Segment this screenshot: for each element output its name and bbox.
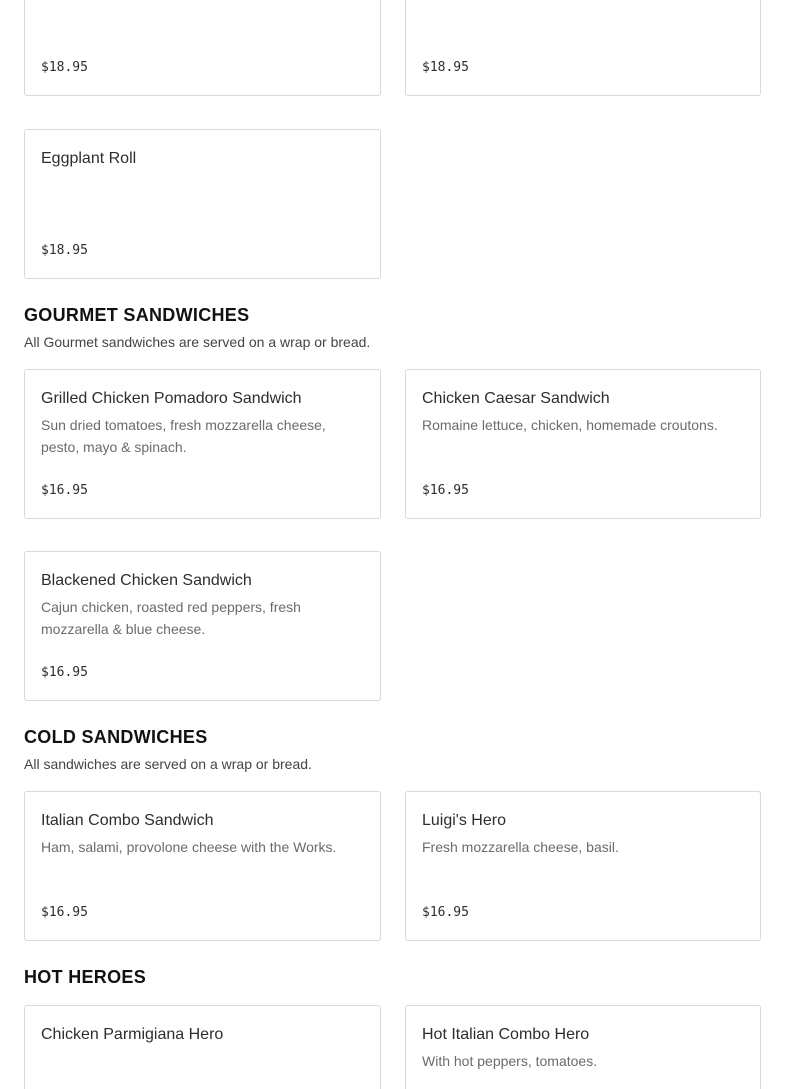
item-description: Cajun chicken, roasted red peppers, fresh mozzarella & blue cheese.	[41, 599, 301, 637]
menu-item-card-blackened-chicken[interactable]	[24, 551, 381, 701]
item-description: Romaine lettuce, chicken, homemade croutons.	[422, 417, 718, 433]
section-title-gourmet-sandwiches: GOURMET SANDWICHES	[24, 305, 250, 325]
section-title-hot-heroes: HOT HEROES	[24, 967, 147, 987]
menu-item-card[interactable]	[405, 0, 761, 96]
item-name: Eggplant Roll	[41, 150, 137, 167]
item-name: Chicken Caesar Sandwich	[422, 390, 610, 407]
item-price: $18.95	[41, 243, 88, 258]
item-price: $18.95	[41, 60, 88, 75]
item-price: $16.95	[41, 665, 88, 680]
item-description: Fresh mozzarella cheese, basil.	[422, 839, 619, 855]
section-note-cold: All sandwiches are served on a wrap or bread.	[24, 756, 312, 772]
item-name: Grilled Chicken Pomadoro Sandwich	[41, 390, 302, 407]
section-note-gourmet: All Gourmet sandwiches are served on a wrap or bread.	[24, 334, 371, 350]
menu-item-card-eggplant-roll[interactable]	[24, 129, 381, 279]
item-price: $16.95	[41, 483, 88, 498]
item-price: $16.95	[41, 905, 88, 920]
menu-item-card-hot-italian-combo-hero[interactable]	[405, 1005, 761, 1089]
item-name: Blackened Chicken Sandwich	[41, 572, 252, 589]
menu-item-card-grilled-chicken-pomadoro[interactable]	[24, 369, 381, 519]
item-name: Italian Combo Sandwich	[41, 812, 214, 829]
menu-item-card-luigis-hero[interactable]	[405, 791, 761, 941]
item-name: Luigi's Hero	[422, 812, 506, 829]
item-description: Sun dried tomatoes, fresh mozzarella cheese, pesto, mayo & spinach.	[41, 417, 326, 455]
item-price: $16.95	[422, 483, 469, 498]
item-name: Hot Italian Combo Hero	[422, 1026, 590, 1043]
item-description: Ham, salami, provolone cheese with the Works.	[41, 839, 337, 855]
menu-item-card-chicken-caesar[interactable]	[405, 369, 761, 519]
menu-item-card[interactable]	[24, 0, 381, 96]
menu-item-card-chicken-parmigiana-hero[interactable]	[24, 1005, 381, 1089]
item-price: $18.95	[422, 60, 469, 75]
item-name: Chicken Parmigiana Hero	[41, 1026, 224, 1043]
section-title-cold-sandwiches: COLD SANDWICHES	[24, 727, 208, 747]
menu-item-card-italian-combo[interactable]	[24, 791, 381, 941]
item-description: With hot peppers, tomatoes.	[422, 1053, 598, 1069]
item-price: $16.95	[422, 905, 469, 920]
